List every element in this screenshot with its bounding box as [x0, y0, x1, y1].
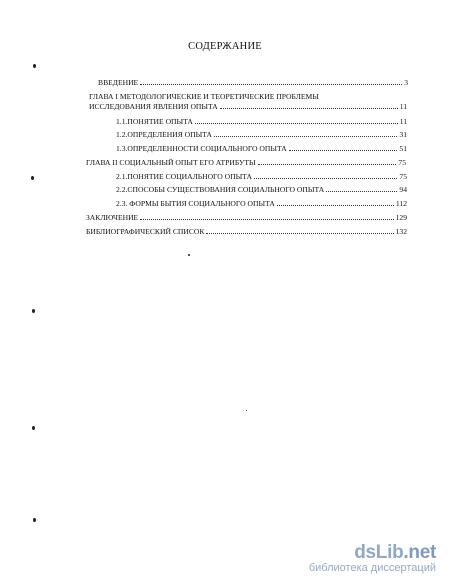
toc-entry-2-1 — [116, 172, 407, 181]
toc-entry-conclusion — [86, 213, 407, 222]
toc-entry-bibliography — [86, 227, 407, 236]
scan-speck — [32, 309, 35, 313]
toc-entry-2-2 — [116, 185, 407, 194]
toc-entry-page: 31 — [399, 130, 407, 139]
leader-dots — [140, 84, 402, 85]
leader-dots — [254, 178, 397, 179]
toc-entry-text: 1.3.ОПРЕДЕЛЕННОСТИ СОЦИАЛЬНОГО ОПЫТА — [116, 144, 287, 153]
toc-entry-page: 51 — [399, 144, 407, 153]
toc-entry-chapter2 — [86, 158, 406, 167]
leader-dots — [277, 205, 394, 206]
toc-entry-page: 75 — [398, 158, 406, 167]
toc-entry-chapter1 — [89, 102, 407, 111]
toc-entry-1-1 — [116, 117, 407, 126]
toc-entry-page: 75 — [399, 172, 407, 181]
leader-dots — [214, 136, 397, 137]
scan-speck — [188, 254, 190, 256]
page-title: СОДЕРЖАНИЕ — [188, 41, 262, 52]
toc-entry-text: 2.2.СПОСОБЫ СУЩЕСТВОВАНИЯ СОЦИАЛЬНОГО ОПЫТА — [116, 185, 325, 194]
watermark-logo-main: dsLib — [354, 542, 404, 563]
toc-entry-2-3 — [116, 199, 407, 208]
toc-entry-intro — [98, 78, 408, 87]
watermark-subtitle: библиотека диссертаций — [308, 562, 436, 574]
toc-entry-chapter1-line1: ГЛАВА I МЕТОДОЛОГИЧЕСКИЕ И ТЕОРЕТИЧЕСКИЕ ПРОБЛЕМЫ — [89, 92, 319, 101]
leader-dots — [326, 191, 397, 192]
toc-entry-page: 94 — [399, 185, 407, 194]
toc-entry-page: 11 — [399, 117, 407, 126]
leader-dots — [289, 150, 398, 151]
leader-dots — [258, 164, 397, 165]
leader-dots — [195, 123, 398, 124]
toc-entry-text: 1.1.ПОНЯТИЕ ОПЫТА — [116, 117, 193, 126]
scan-speck — [33, 64, 36, 68]
leader-dots — [140, 219, 393, 220]
toc-entry-page: 129 — [395, 213, 407, 222]
watermark-logo-tld: .net — [403, 542, 436, 563]
scan-speck — [31, 176, 34, 180]
toc-entry-1-2 — [116, 130, 407, 139]
toc-entry-text: БИБЛИОГРАФИЧЕСКИЙ СПИСОК — [86, 227, 205, 236]
toc-entry-page: 132 — [395, 227, 407, 236]
toc-entry-page: 3 — [404, 78, 408, 87]
toc-entry-text: ГЛАВА II СОЦИАЛЬНЫЙ ОПЫТ ЕГО АТРИБУТЫ — [86, 158, 256, 167]
leader-dots — [206, 233, 393, 234]
scan-speck — [246, 410, 247, 411]
toc-entry-text: ВВЕДЕНИЕ — [98, 78, 139, 87]
leader-dots — [220, 108, 398, 109]
toc-entry-1-3 — [116, 144, 407, 153]
scan-speck — [32, 426, 35, 430]
toc-entry-text: ИССЛЕДОВАНИЯ ЯВЛЕНИЯ ОПЫТА — [89, 102, 218, 111]
toc-entry-text: 2.1.ПОНЯТИЕ СОЦИАЛЬНОГО ОПЫТА — [116, 172, 252, 181]
toc-entry-page: 112 — [395, 199, 407, 208]
toc-entry-text: 2.3. ФОРМЫ БЫТИЯ СОЦИАЛЬНОГО ОПЫТА — [116, 199, 275, 208]
scan-speck — [33, 518, 36, 522]
watermark — [309, 542, 436, 574]
toc-entry-page: 11 — [399, 102, 407, 111]
toc-entry-text: ЗАКЛЮЧЕНИЕ — [86, 213, 139, 222]
watermark-logo — [309, 542, 436, 564]
toc-entry-text: 1.2.ОПРЕДЕЛЕНИЯ ОПЫТА — [116, 130, 212, 139]
